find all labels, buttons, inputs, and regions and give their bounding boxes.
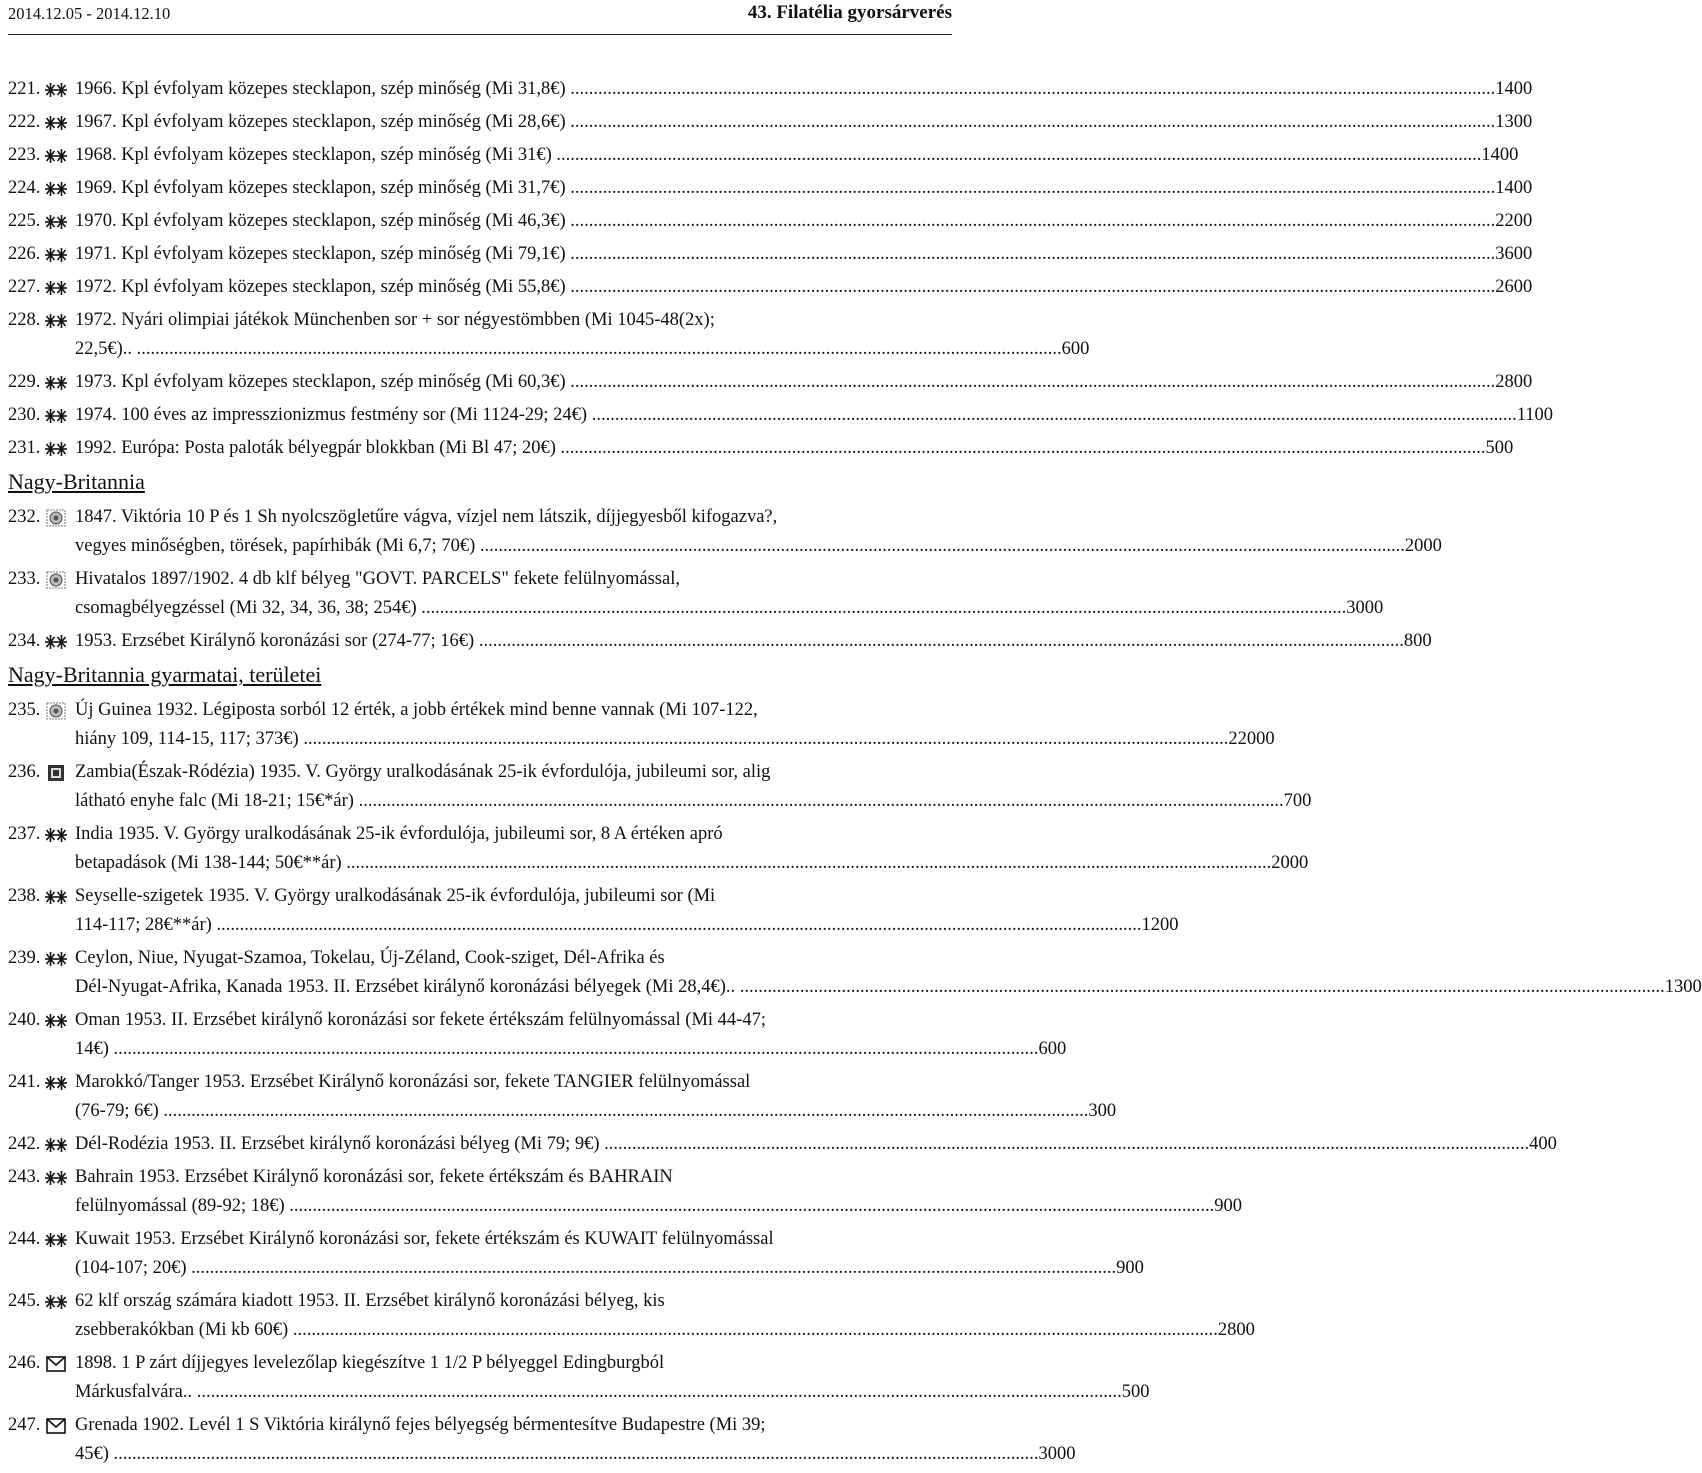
lot-row xyxy=(8,207,1533,236)
double-asterisk-icon xyxy=(45,888,67,905)
double-asterisk-icon xyxy=(45,180,67,197)
double-asterisk-icon xyxy=(45,1293,67,1310)
lot-description xyxy=(75,1349,1150,1407)
envelope-icon xyxy=(45,1355,67,1372)
lot-price: 900 xyxy=(1116,1258,1144,1278)
lot-description xyxy=(75,108,1532,137)
lot-number: 234. xyxy=(8,631,41,651)
double-asterisk-icon xyxy=(45,826,67,843)
description-line: Seyselle-szigetek 1935. V. György uralkodásának 25-ik évfordulója, jubileumi sor (Mi xyxy=(75,886,716,906)
lot-price: 3000 xyxy=(1346,598,1384,618)
description-line: 1971. Kpl évfolyam közepes stecklapon, szép minőség (Mi 79,1€) ..... xyxy=(75,240,1495,269)
description-line: (104-107; 20€) ..... xyxy=(75,1254,1116,1283)
description-line: felülnyomással (89-92; 18€) ..... xyxy=(75,1192,1214,1221)
lot-description xyxy=(75,882,1178,940)
lot-description xyxy=(75,75,1532,104)
lot-number: 247. xyxy=(8,1415,41,1435)
lot-description xyxy=(75,696,1275,754)
lot-price: 1400 xyxy=(1481,145,1519,165)
description-line: 1972. Kpl évfolyam közepes stecklapon, szép minőség (Mi 55,8€) ..... xyxy=(75,273,1495,302)
double-asterisk-icon xyxy=(45,147,67,164)
description-line: 62 klf ország számára kiadott 1953. II. Erzsébet királynő koronázási bélyeg, kis xyxy=(75,1291,665,1311)
lot-row xyxy=(8,1163,1242,1221)
lot-description xyxy=(75,434,1513,463)
lot-description xyxy=(75,503,1442,561)
description-line: Marokkó/Tanger 1953. Erzsébet Királynő koronázási sor, fekete TANGIER felülnyomással xyxy=(75,1072,751,1092)
description-line: Kuwait 1953. Erzsébet Királynő koronázási sor, fekete értékszám és KUWAIT felülnyomással xyxy=(75,1229,774,1249)
lot-list xyxy=(8,75,1702,1473)
lot-row xyxy=(8,141,1519,170)
lot-price: 1400 xyxy=(1495,178,1533,198)
description-line: Ceylon, Niue, Nyugat-Szamoa, Tokelau, Új-Zéland, Cook-sziget, Dél-Afrika és xyxy=(75,948,665,968)
lot-description xyxy=(75,944,1702,1002)
description-line: 1972. Nyári olimpiai játékok Münchenben sor + sor négyestömbben (Mi 1045-48(2x); xyxy=(75,310,715,330)
lot-row xyxy=(8,75,1533,104)
lot-price: 2200 xyxy=(1495,211,1533,231)
lot-number: 245. xyxy=(8,1291,41,1311)
date-range: 2014.12.05 - 2014.12.10 xyxy=(8,4,171,23)
lot-row xyxy=(8,401,1554,430)
double-asterisk-icon xyxy=(45,633,67,650)
lot-row xyxy=(8,1225,1144,1283)
lot-price: 1100 xyxy=(1516,405,1554,425)
description-line: Új Guinea 1932. Légiposta sorból 12 érték, a jobb értékek mind benne vannak (Mi 107-122, xyxy=(75,700,758,720)
lot-row xyxy=(8,696,1275,754)
lot-row xyxy=(8,273,1533,302)
description-line: látható enyhe falc (Mi 18-21; 15€*ár) ..... xyxy=(75,787,1284,816)
double-asterisk-icon xyxy=(45,440,67,457)
description-line: 1966. Kpl évfolyam közepes stecklapon, szép minőség (Mi 31,8€) ..... xyxy=(75,75,1495,104)
envelope-icon xyxy=(45,1417,67,1434)
description-line: 1973. Kpl évfolyam közepes stecklapon, szép minőség (Mi 60,3€) ..... xyxy=(75,368,1495,397)
lot-description xyxy=(75,240,1532,269)
lot-number: 230. xyxy=(8,405,41,425)
lot-row xyxy=(8,627,1432,656)
stamp-circle-icon xyxy=(45,571,67,588)
description-line: 114-117; 28€**ár) ..... xyxy=(75,911,1141,940)
lot-number: 232. xyxy=(8,507,41,527)
lot-price: 600 xyxy=(1061,339,1090,359)
lot-price: 400 xyxy=(1529,1134,1557,1154)
description-line: Dél-Nyugat-Afrika, Kanada 1953. II. Erzsébet királynő koronázási bélyegek (Mi 28,4€).. ..... xyxy=(75,973,1665,1002)
lot-number: 228. xyxy=(8,310,41,330)
lot-number: 229. xyxy=(8,372,41,392)
lot-price: 500 xyxy=(1121,1382,1150,1402)
double-asterisk-icon xyxy=(45,1012,67,1029)
description-line: 22,5€).. ..... xyxy=(75,335,1062,364)
lot-number: 235. xyxy=(8,700,41,720)
description-line: Bahrain 1953. Erzsébet Királynő koronázási sor, fekete értékszám és BAHRAIN xyxy=(75,1167,673,1187)
double-asterisk-icon xyxy=(45,1169,67,1186)
double-asterisk-icon xyxy=(45,1231,67,1248)
lot-price: 3000 xyxy=(1038,1444,1076,1464)
description-line: 1970. Kpl évfolyam közepes stecklapon, szép minőség (Mi 46,3€) ..... xyxy=(75,207,1495,236)
lot-number: 244. xyxy=(8,1229,41,1249)
lot-number: 227. xyxy=(8,277,41,297)
lot-price: 22000 xyxy=(1228,729,1275,749)
lot-row xyxy=(8,174,1533,203)
description-line: Dél-Rodézia 1953. II. Erzsébet királynő koronázási bélyeg (Mi 79; 9€) ..... xyxy=(75,1130,1529,1159)
lot-price: 2800 xyxy=(1495,372,1533,392)
double-asterisk-icon xyxy=(45,374,67,391)
lot-description xyxy=(75,820,1308,878)
double-asterisk-icon xyxy=(45,1136,67,1153)
page-header xyxy=(8,0,952,35)
lot-row xyxy=(8,1349,1150,1407)
description-line: Márkusfalvára.. ..... xyxy=(75,1378,1122,1407)
lot-description xyxy=(75,1068,1116,1126)
lot-row xyxy=(8,565,1384,623)
lot-number: 221. xyxy=(8,79,41,99)
stamp-circle-icon xyxy=(45,702,67,719)
description-line: betapadások (Mi 138-144; 50€**ár) ..... xyxy=(75,849,1271,878)
description-line: 1967. Kpl évfolyam közepes stecklapon, szép minőség (Mi 28,6€) ..... xyxy=(75,108,1495,137)
double-asterisk-icon xyxy=(45,1074,67,1091)
lot-row xyxy=(8,306,1090,364)
lot-description xyxy=(75,273,1532,302)
description-line: 1898. 1 P zárt díjjegyes levelezőlap kiegészítve 1 1/2 P bélyeggel Edingburgból xyxy=(75,1353,665,1373)
lot-description xyxy=(75,306,1089,364)
double-asterisk-icon xyxy=(45,407,67,424)
lot-description xyxy=(75,758,1311,816)
lot-description xyxy=(75,1006,1066,1064)
lot-number: 226. xyxy=(8,244,41,264)
lot-number: 242. xyxy=(8,1134,41,1154)
lot-description xyxy=(75,565,1383,623)
auction-title: 43. Filatélia gyorsárverés xyxy=(747,2,952,23)
lot-row xyxy=(8,944,1702,1002)
lot-row xyxy=(8,1130,1557,1159)
lot-description xyxy=(75,1411,1076,1469)
double-asterisk-icon xyxy=(45,279,67,296)
lot-row xyxy=(8,1068,1117,1126)
lot-price: 2000 xyxy=(1404,536,1442,556)
section-heading: Nagy-Britannia gyarmatai, területei xyxy=(8,662,322,687)
lot-price: 900 xyxy=(1214,1196,1242,1216)
description-line: 1992. Európa: Posta paloták bélyegpár blokkban (Mi Bl 47; 20€) ..... xyxy=(75,434,1486,463)
lot-number: 236. xyxy=(8,762,41,782)
double-asterisk-icon xyxy=(45,950,67,967)
lot-price: 800 xyxy=(1403,631,1432,651)
description-line: 1847. Viktória 10 P és 1 Sh nyolcszögletűre vágva, vízjel nem látszik, díjjegyesből kifogazva?, xyxy=(75,507,778,527)
lot-description xyxy=(75,174,1532,203)
stamp-hinged-icon xyxy=(45,764,67,781)
lot-number: 222. xyxy=(8,112,41,132)
description-line: Hivatalos 1897/1902. 4 db klf bélyeg "GOVT. PARCELS" fekete felülnyomással, xyxy=(75,569,680,589)
double-asterisk-icon xyxy=(45,246,67,263)
lot-description xyxy=(75,207,1532,236)
lot-row xyxy=(8,108,1533,137)
description-line: 14€) ..... xyxy=(75,1035,1039,1064)
description-line: csomagbélyegzéssel (Mi 32, 34, 36, 38; 254€) ..... xyxy=(75,594,1346,623)
lot-description xyxy=(75,1287,1255,1345)
description-line: Grenada 1902. Levél 1 S Viktória királynő fejes bélyegség bérmentesítve Budapestre (Mi 39; xyxy=(75,1415,766,1435)
description-line: 1974. 100 éves az impresszionizmus festmény sor (Mi 1124-29; 24€) ..... xyxy=(75,401,1517,430)
description-line: Oman 1953. II. Erzsébet királynő koronázási sor fekete értékszám felülnyomással (Mi 44-47; xyxy=(75,1010,766,1030)
description-line: India 1935. V. György uralkodásának 25-ik évfordulója, jubileumi sor, 8 A értéken apró xyxy=(75,824,723,844)
description-line: zsebberakókban (Mi kb 60€) ..... xyxy=(75,1316,1218,1345)
lot-number: 223. xyxy=(8,145,41,165)
lot-row xyxy=(8,503,1442,561)
description-line: vegyes minőségben, törések, papírhibák (Mi 6,7; 70€) ..... xyxy=(75,532,1405,561)
lot-row xyxy=(8,882,1179,940)
lot-number: 225. xyxy=(8,211,41,231)
lot-row xyxy=(8,1006,1067,1064)
lot-number: 243. xyxy=(8,1167,41,1187)
lot-price: 600 xyxy=(1038,1039,1067,1059)
lot-number: 237. xyxy=(8,824,41,844)
description-line: 45€) ..... xyxy=(75,1440,1039,1469)
lot-price: 300 xyxy=(1088,1101,1117,1121)
lot-row xyxy=(8,1411,1076,1469)
lot-description xyxy=(75,141,1518,170)
lot-description xyxy=(75,368,1532,397)
lot-price: 700 xyxy=(1283,791,1312,811)
lot-price: 3600 xyxy=(1495,244,1533,264)
lot-price: 2600 xyxy=(1495,277,1533,297)
lot-row xyxy=(8,368,1533,397)
lot-number: 241. xyxy=(8,1072,41,1092)
lot-row xyxy=(8,240,1533,269)
lot-description xyxy=(75,401,1553,430)
lot-row xyxy=(8,820,1309,878)
lot-price: 1200 xyxy=(1141,915,1179,935)
lot-number: 233. xyxy=(8,569,41,589)
description-line: 1968. Kpl évfolyam közepes stecklapon, szép minőség (Mi 31€) ..... xyxy=(75,141,1481,170)
section-heading: Nagy-Britannia xyxy=(8,469,145,494)
lot-price: 2800 xyxy=(1217,1320,1255,1340)
lot-description xyxy=(75,1225,1144,1283)
stamp-circle-icon xyxy=(45,509,67,526)
description-line: hiány 109, 114-15, 117; 373€) ..... xyxy=(75,725,1228,754)
double-asterisk-icon xyxy=(45,312,67,329)
description-line: (76-79; 6€) ..... xyxy=(75,1097,1088,1126)
lot-number: 238. xyxy=(8,886,41,906)
lot-price: 1300 xyxy=(1664,977,1702,997)
description-line: Zambia(Észak-Ródézia) 1935. V. György uralkodásának 25-ik évfordulója, jubileumi sor, alig xyxy=(75,762,771,782)
lot-price: 2000 xyxy=(1271,853,1309,873)
lot-number: 240. xyxy=(8,1010,41,1030)
lot-row xyxy=(8,434,1514,463)
double-asterisk-icon xyxy=(45,81,67,98)
lot-price: 500 xyxy=(1485,438,1514,458)
lot-price: 1300 xyxy=(1495,112,1533,132)
lot-number: 246. xyxy=(8,1353,41,1373)
lot-price: 1400 xyxy=(1495,79,1533,99)
lot-description xyxy=(75,1130,1557,1159)
lot-number: 231. xyxy=(8,438,41,458)
lot-row xyxy=(8,758,1312,816)
lot-description xyxy=(75,1163,1242,1221)
double-asterisk-icon xyxy=(45,213,67,230)
lot-description xyxy=(75,627,1432,656)
description-line: 1953. Erzsébet Királynő koronázási sor (274-77; 16€) ..... xyxy=(75,627,1404,656)
description-line: 1969. Kpl évfolyam közepes stecklapon, szép minőség (Mi 31,7€) ..... xyxy=(75,174,1495,203)
double-asterisk-icon xyxy=(45,114,67,131)
lot-row xyxy=(8,1287,1255,1345)
lot-number: 239. xyxy=(8,948,41,968)
lot-number: 224. xyxy=(8,178,41,198)
